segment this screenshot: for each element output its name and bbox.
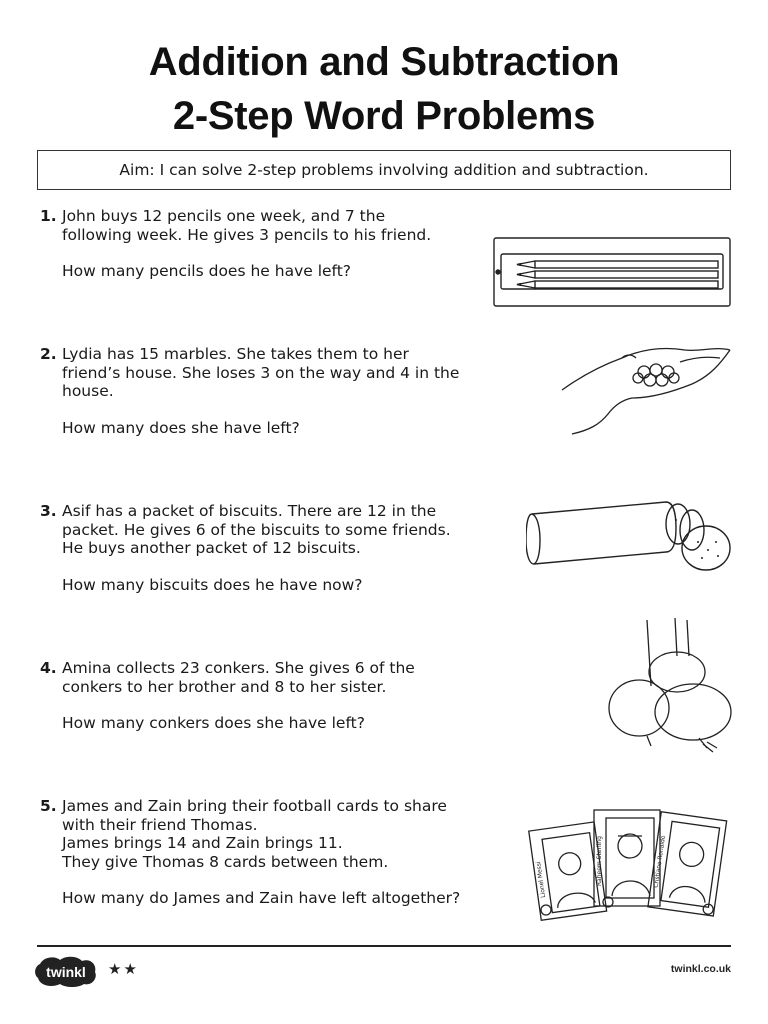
question-line: with their friend Thomas. [62, 815, 258, 834]
question-line: Lydia has 15 marbles. She takes them to her [62, 345, 409, 363]
question-1 [40, 207, 510, 281]
question-line: They give Thomas 8 cards between them. [62, 852, 389, 871]
question-line: house. [62, 382, 114, 400]
question-line: James and Zain bring their football cards to share [62, 797, 447, 815]
card-name: Raheem Sterling [596, 836, 603, 886]
aim-text: Aim: I can solve 2-step problems involving addition and subtraction. [119, 161, 649, 179]
question-number: 2. [40, 345, 57, 363]
question-ask: How many pencils does he have left? [62, 262, 352, 280]
footer-divider [37, 945, 731, 947]
question-number: 3. [40, 502, 57, 520]
conkers-on-strings-icon [607, 616, 737, 756]
question-line: James brings 14 and Zain brings 11. [62, 834, 343, 852]
question-3 [40, 502, 510, 594]
question-ask: How many conkers does she have left? [62, 714, 365, 732]
website-url[interactable]: twinkl.co.uk [670, 963, 731, 975]
question-line: He buys another packet of 12 biscuits. [62, 539, 361, 557]
question-text [62, 659, 510, 696]
question-number: 4. [40, 659, 57, 677]
question-text [62, 797, 510, 871]
question-text [62, 345, 510, 401]
star-rating: ★★ [108, 960, 139, 978]
hand-with-marbles-icon [560, 342, 732, 437]
question-line: John buys 12 pencils one week, and 7 the [62, 207, 386, 225]
question-line: Amina collects 23 conkers. She gives 6 of the [62, 659, 415, 677]
question-number: 1. [40, 207, 57, 225]
logo-text: twinkl [46, 964, 86, 980]
question-line: conkers to her brother and 8 to her sister. [62, 677, 387, 696]
pencil-pack-icon [493, 237, 731, 307]
question-line: Asif has a packet of biscuits. There are 12 in the [62, 502, 437, 520]
biscuit-packet-icon [526, 500, 736, 575]
question-line: following week. He gives 3 pencils to his friend. [62, 225, 432, 244]
worksheet-title-line-2: 2-Step Word Problems [172, 94, 596, 138]
worksheet-title-line-1: Addition and Subtraction [148, 40, 620, 84]
question-line: packet. He gives 6 of the biscuits to some friends. [62, 520, 451, 539]
question-ask: How many do James and Zain have left altogether? [62, 889, 461, 907]
question-text [62, 207, 510, 244]
twinkl-logo[interactable] [34, 954, 98, 988]
question-number: 5. [40, 797, 57, 815]
question-ask: How many does she have left? [62, 418, 300, 437]
football-cards-icon [528, 806, 730, 924]
question-5 [40, 797, 510, 908]
question-4 [40, 659, 510, 733]
question-2 [40, 345, 510, 437]
aim-box [37, 150, 731, 190]
card-name: Lionel Messi [535, 861, 548, 899]
question-line: friend’s house. She loses 3 on the way and 4 in the [62, 363, 460, 382]
question-text [62, 502, 510, 558]
question-ask: How many biscuits does he have now? [62, 575, 363, 594]
card-name: Cristiano Ronaldo [652, 835, 667, 889]
